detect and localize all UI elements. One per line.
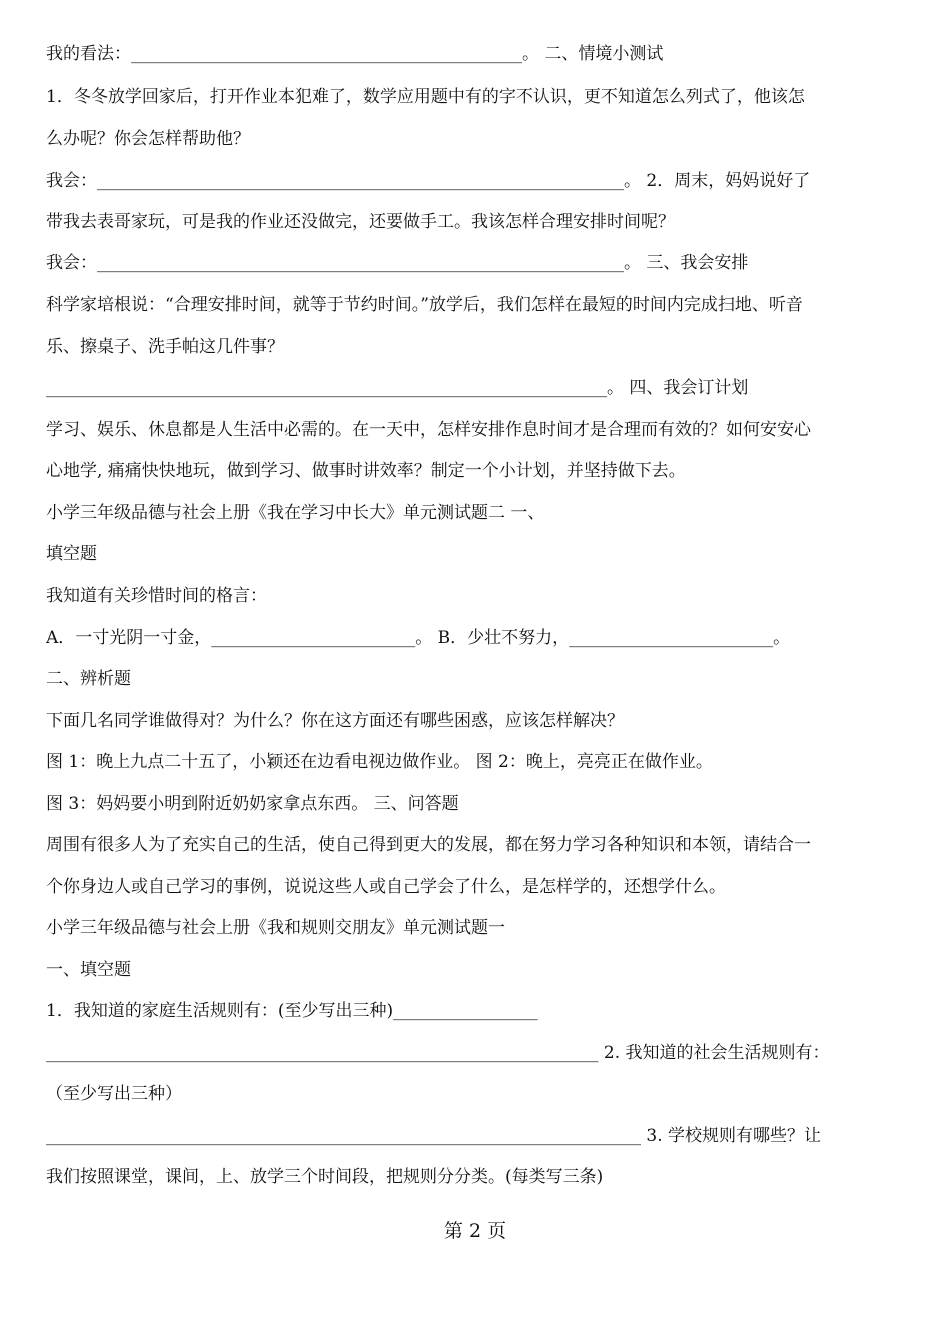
section-title: 小学三年级品德与社会上册《我在学习中长大》单元测试题二 一、 (46, 503, 545, 523)
text-line: 么办呢？你会怎样帮助他？ (46, 129, 250, 149)
section-title: 小学三年级品德与社会上册《我和规则交朋友》单元测试题一 (46, 918, 505, 938)
text-line: 下面几名同学谁做得对？为什么？你在这方面还有哪些困惑，应该怎样解决？ (46, 711, 624, 731)
text-line: 一、填空题 (46, 960, 131, 980)
text-line: ______________________________________________________________________ 3. 学校规则有哪些？让 (46, 1126, 822, 1146)
text-line: 二、辨析题 (46, 669, 131, 689)
text-line: A．一寸光阴一寸金，________________________。 B．少壮不努力，________________________。 (46, 628, 791, 648)
text-line: 带我去表哥家玩，可是我的作业还没做完，还要做手工。我该怎样合理安排时间呢？ (46, 212, 675, 232)
text-line: 学习、娱乐、休息都是人生活中必需的。在一天中，怎样安排作息时间才是合理而有效的？如何安安心 (46, 420, 811, 440)
text-line: 周围有很多人为了充实自己的生活，使自己得到更大的发展，都在努力学习各种知识和本领，请结合一 (46, 835, 811, 855)
text-line: 我会：______________________________________________________________。 2．周末，妈妈说好了 (46, 171, 811, 191)
text-line: 图 3：妈妈要小明到附近奶奶家拿点东西。 三、问答题 (46, 794, 459, 814)
page-number: 第 2 页 (443, 1220, 507, 1242)
text-line: 我的看法：______________________________________________。 二、情境小测试 (46, 44, 664, 64)
text-line: （至少写出三种） (46, 1084, 182, 1104)
text-line: 1．冬冬放学回家后，打开作业本犯难了，数学应用题中有的字不认识，更不知道怎么列式了，他该怎 (46, 87, 805, 107)
text-line: 科学家培根说：“合理安排时间，就等于节约时间。”放学后，我们怎样在最短的时间内完成扫地、听音 (46, 295, 803, 315)
text-line: 填空题 (46, 544, 97, 564)
text-line: 图 1：晚上九点二十五了，小颖还在边看电视边做作业。 图 2：晚上，亮亮正在做作业。 (46, 752, 713, 772)
text-line: 我知道有关珍惜时间的格言： (46, 586, 267, 606)
text-line: _________________________________________________________________ 2. 我知道的社会生活规则有： (46, 1043, 830, 1063)
text-line: 个你身边人或自己学习的事例，说说这些人或自己学会了什么，是怎样学的，还想学什么。 (46, 877, 726, 897)
text-line: 心地学, 痛痛快快地玩，做到学习、做事时讲效率？制定一个小计划，并坚持做下去。 (46, 461, 686, 481)
text-line: 1．我知道的家庭生活规则有：(至少写出三种)_________________ (46, 1001, 538, 1021)
text-line: __________________________________________________________________。 四、我会订计划 (46, 378, 749, 398)
text-line: 乐、擦桌子、洗手帕这几件事？ (46, 337, 284, 357)
text-line: 我会：______________________________________________________________。 三、我会安排 (46, 253, 749, 273)
text-line: 我们按照课堂，课间，上、放学三个时间段，把规则分分类。(每类写三条) (46, 1167, 604, 1187)
